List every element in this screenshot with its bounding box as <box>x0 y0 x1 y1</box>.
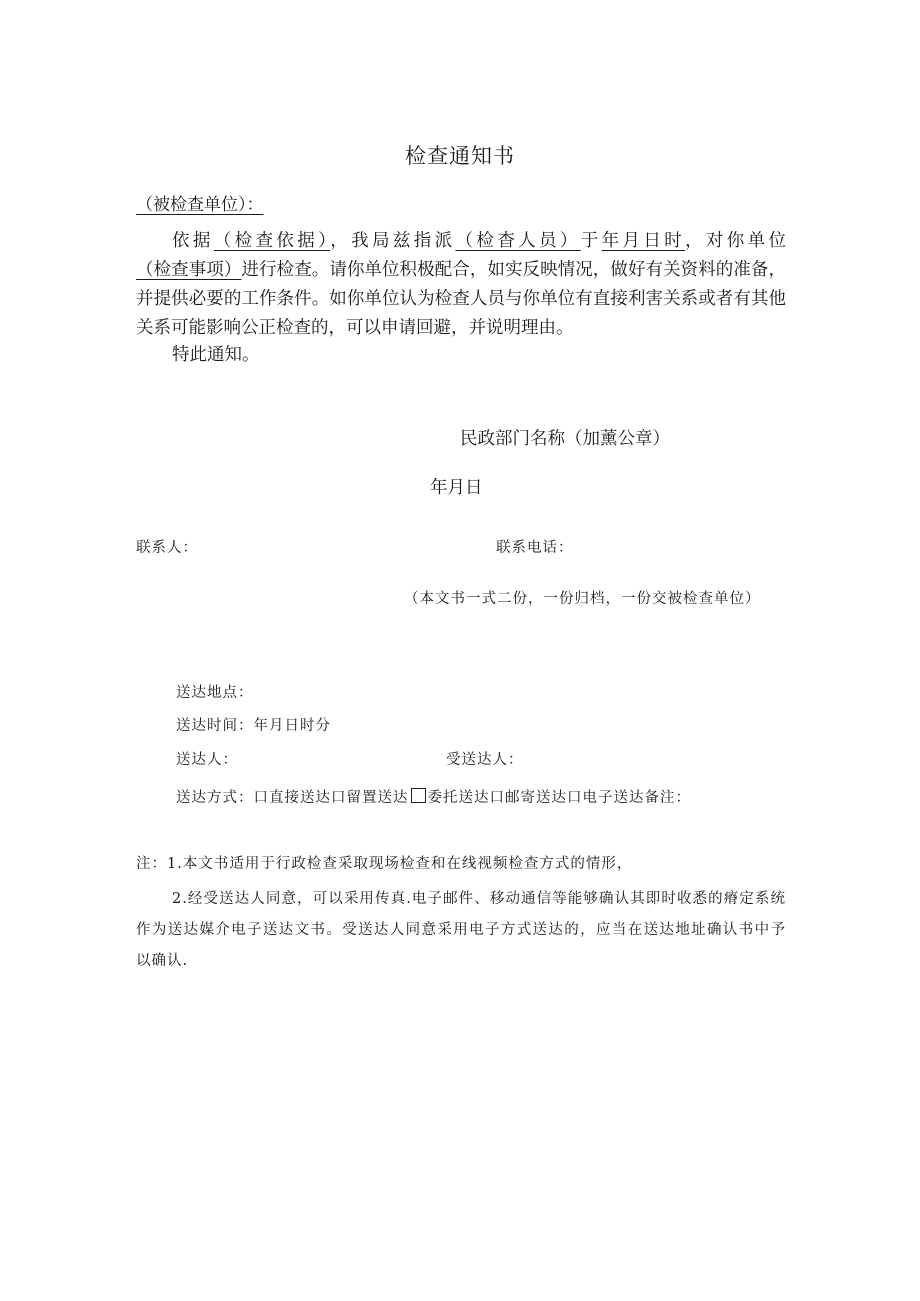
remark-label: 备注： <box>644 790 691 806</box>
delivery-method-label: 送达方式： <box>176 790 254 806</box>
checkbox-icon <box>411 788 426 803</box>
delivery-time-value: 年月日时分 <box>253 718 331 734</box>
document-title: 检查通知书 <box>405 144 515 168</box>
body-paragraph <box>136 227 786 343</box>
closing-text: 特此通知。 <box>172 345 260 365</box>
delivery-time-row <box>176 714 331 735</box>
signature-organization: 民政部门名称（加薰公章） <box>460 429 670 449</box>
body-rest: 进行检查。请你单位积极配合，如实反映情况，做好有关资料的准备，并提供必要的工作条件。如你单位认为检查人员与你单位有直接利害关系或者有其他关系可能影响公正检查的，可以申请回避，并说明理由。 <box>136 260 787 338</box>
body-lead: 依据 <box>172 231 214 251</box>
inspection-basis-field: （检查依据） <box>213 231 331 251</box>
inspection-items-field: （检查事项） <box>136 260 242 280</box>
method-entrust-option: 委托送达 <box>427 790 490 806</box>
body-after-time: ，对你单位 <box>685 231 787 251</box>
note-1: 注：1.本文书适用于行政检查采取现场检查和在线视频检查方式的情形， <box>136 856 633 872</box>
method-mail-option: 口邮寄送达 <box>489 790 567 806</box>
body-mid: ，我局兹指派 <box>330 231 456 251</box>
delivery-time-label: 送达时间： <box>176 718 254 734</box>
inspectors-field: （检杳人员） <box>455 231 581 251</box>
contact-person-label: 联系人： <box>136 540 198 556</box>
signature-date: 年月日 <box>430 478 483 498</box>
copies-note: （本文书一式二份，一份归档，一份交被检查单位） <box>404 591 761 607</box>
delivery-sender-label: 送达人： <box>176 752 238 768</box>
note-2: 2.经受送达人同意，可以采用传真.电子邮件、移动通信等能够确认其即时收悉的瘠定系统作为送达媒介电子送达文书。受送达人同意采用电子方式送达的，应当在送达地址确认书中予以确认. <box>136 891 786 969</box>
body-time-prefix: 于 <box>580 231 602 251</box>
method-leave-option: 口留置送达 <box>331 790 409 806</box>
method-electronic-option: 口电子送达 <box>567 790 645 806</box>
method-direct-option: 口直接送达 <box>253 790 331 806</box>
contact-phone-label: 联系电话： <box>496 540 574 556</box>
inspection-time-field: 年月日时 <box>601 231 686 251</box>
delivery-method-row <box>176 786 691 807</box>
delivery-receiver-label: 受送达人： <box>446 752 524 768</box>
addressee-line: （被检查单位）： <box>136 195 264 215</box>
delivery-place-label: 送达地点： <box>176 685 254 701</box>
